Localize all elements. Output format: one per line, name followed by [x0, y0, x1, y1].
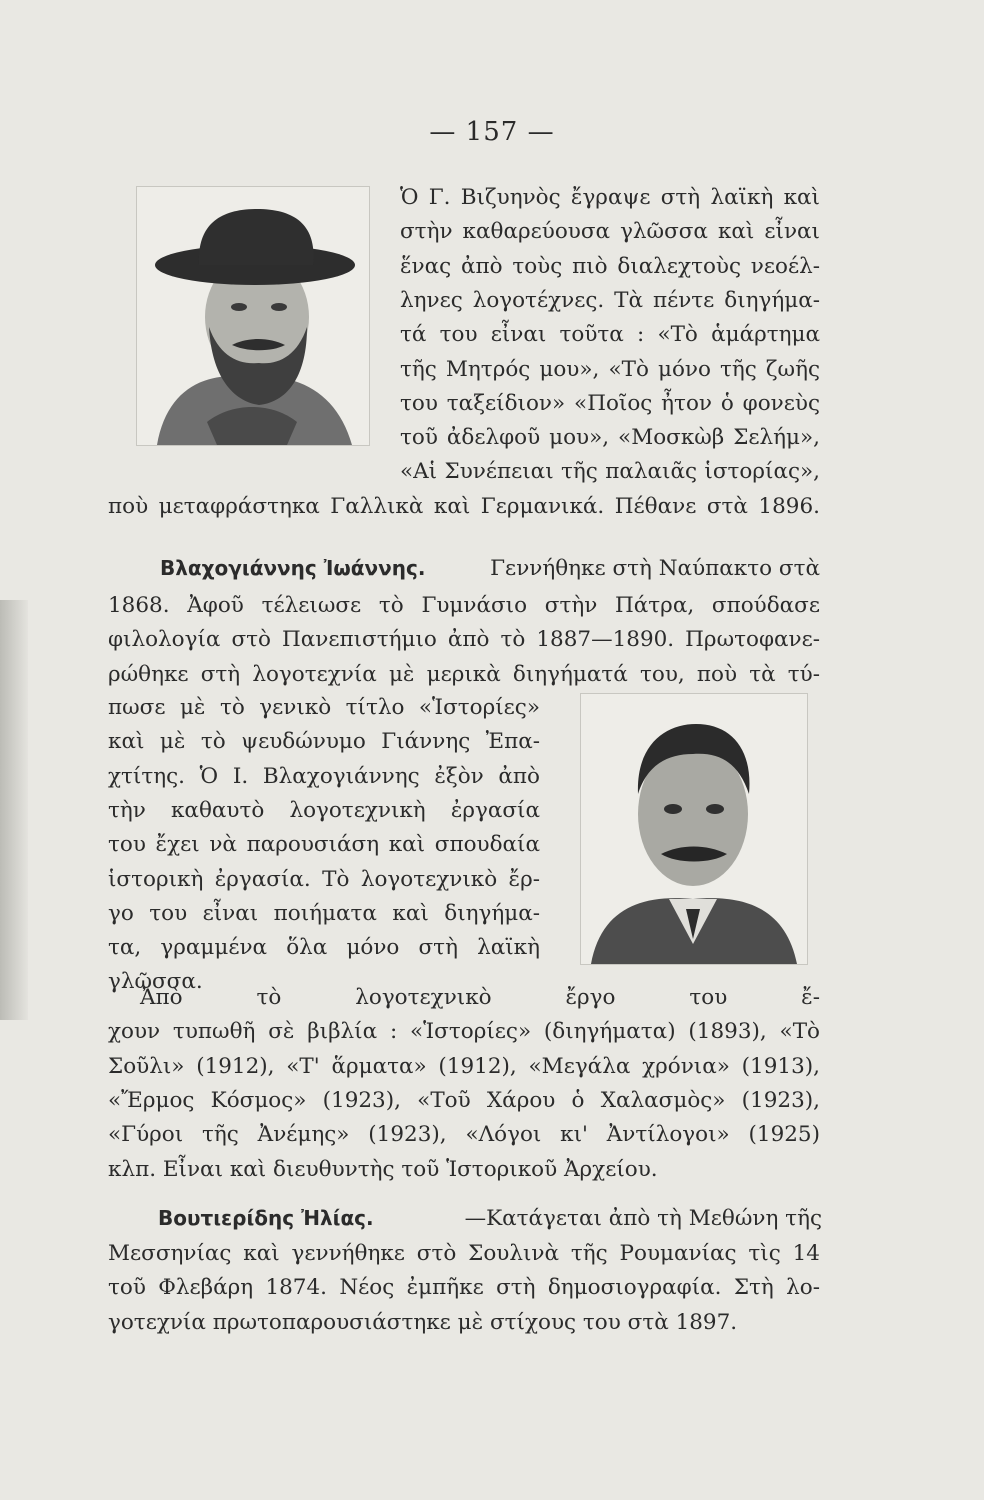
page-edge-shadow	[0, 600, 28, 1020]
vlachogiannis-text-line: 1868. Ἀφοῦ τέλειωσε τὸ Γυμνάσιο στὴν Πάτρα, σπούδασε	[108, 593, 820, 618]
vlachogiannis-text-line: φιλολογία στὸ Πανεπιστήμιο ἀπὸ τὸ 1887—1890. Πρωτοφανε-	[108, 627, 820, 653]
vlachogiannis-birth-text: Γεννήθηκε στὴ Ναύπακτο στὰ	[490, 556, 820, 581]
vlachogiannis-works-line: «Γύροι τῆς Ἀνέμης» (1923), «Λόγοι κι' Ἀντίλογοι» (1925)	[108, 1122, 820, 1148]
portrait-vizyinos	[136, 186, 370, 446]
vlachogiannis-text-line: τὴν καθαυτὸ λογοτεχνικὴ ἐργασία	[108, 797, 540, 823]
vlachogiannis-text-line: χτίτης. Ὁ Ι. Βλαχογιάννης ἐξὸν ἀπὸ	[108, 763, 540, 789]
vizyinos-text-line: τῆς Μητρός μου», «Τὸ μόνο τῆς ζωῆς	[400, 356, 820, 382]
voutieridis-heading-line	[158, 1208, 822, 1230]
vizyinos-text-line: ποὺ μεταφράστηκα Γαλλικὰ καὶ Γερμανικά. Πέθανε στὰ 1896.	[108, 493, 820, 519]
vlachogiannis-works-line: Σοῦλι» (1912), «Τ' ἅρματα» (1912), «Μεγάλα χρόνια» (1913),	[108, 1053, 820, 1079]
voutieridis-text-line: γοτεχνία πρωτοπαρουσιάστηκε μὲ στίχους του στὰ 1897.	[108, 1309, 738, 1335]
portrait-vlachogiannis	[580, 693, 808, 965]
vlachogiannis-heading-line	[160, 558, 820, 580]
vlachogiannis-works-line: «Ἔρμος Κόσμος» (1923), «Τοῦ Χάρου ὁ Χαλασμὸς» (1923),	[108, 1087, 820, 1113]
vizyinos-text-line: Ὁ Γ. Βιζυηνὸς ἔγραψε στὴ λαϊκὴ καὶ	[400, 185, 820, 210]
vlachogiannis-works-line: κλπ. Εἶναι καὶ διευθυντὴς τοῦ Ἱστορικοῦ Ἀρχείου.	[108, 1156, 658, 1182]
vlachogiannis-name: Βλαχογιάννης Ἰωάννης.	[160, 556, 426, 580]
man-with-hat-photo	[137, 187, 369, 445]
vizyinos-text-line: του ταξείδιον» «Ποῖος ἦτον ὁ φονεὺς	[400, 390, 820, 416]
vizyinos-text-line: ληνες λογοτέχνες. Τὰ πέντε διηγήμα-	[400, 287, 820, 313]
vlachogiannis-text-line: τα, γραμμένα ὅλα μόνο στὴ λαϊκὴ	[108, 935, 540, 961]
voutieridis-name: Βουτιερίδης Ἠλίας.	[158, 1206, 374, 1230]
man-portrait-photo	[581, 694, 807, 964]
vlachogiannis-text-line: του ἔχει νὰ παρουσιάση καὶ σπουδαία	[108, 832, 540, 858]
vizyinos-text-line: «Αἱ Συνέπειαι τῆς παλαιᾶς ἱστορίας»,	[400, 459, 820, 485]
voutieridis-text-line: τοῦ Φλεβάρη 1874. Νέος ἐμπῆκε στὴ δημοσιογραφία. Στὴ λο-	[108, 1275, 820, 1301]
vlachogiannis-text-line: ρώθηκε στὴ λογοτεχνία μὲ μερικὰ διηγήματά του, ποὺ τὰ τύ-	[108, 661, 820, 687]
vlachogiannis-text-line: ἱστορικὴ ἐργασία. Τὸ λογοτεχνικὸ ἔρ-	[108, 866, 540, 892]
vizyinos-text-line: τά του εἶναι τοῦτα : «Τὸ ἁμάρτημα	[400, 322, 820, 348]
vizyinos-text-line: τοῦ ἀδελφοῦ μου», «Μοσκὼβ Σελήμ»,	[400, 425, 820, 451]
vlachogiannis-text-line: καὶ μὲ τὸ ψευδώνυμο Γιάννης Ἐπα-	[108, 729, 540, 755]
vizyinos-text-line: ἕνας ἀπὸ τοὺς πιὸ διαλεχτοὺς νεοέλ-	[400, 253, 820, 279]
voutieridis-text-line: Μεσσηνίας καὶ γεννήθηκε στὸ Σουλινὰ τῆς Ρουμανίας τὶς 14	[108, 1241, 820, 1266]
voutieridis-origin-text: —Κατάγεται ἀπὸ τὴ Μεθώνη τῆς	[464, 1206, 822, 1231]
vizyinos-text-line: στὴν καθαρεύουσα γλῶσσα καὶ εἶναι	[400, 219, 820, 245]
vlachogiannis-works-line: Ἀπὸ τὸ λογοτεχνικὸ ἔργο του ἔ-	[140, 985, 820, 1010]
vlachogiannis-works-line: χουν τυπωθῆ σὲ βιβλία : «Ἱστορίες» (διηγήματα) (1893), «Τὸ	[108, 1019, 820, 1045]
page-number: — 157 —	[429, 117, 555, 147]
vlachogiannis-text-line: γο του εἶναι ποιήματα καὶ διηγήμα-	[108, 900, 540, 926]
vlachogiannis-text-line: γλῶσσα.	[108, 969, 203, 995]
vlachogiannis-text-line: πωσε μὲ τὸ γενικὸ τίτλο «Ἱστορίες»	[108, 695, 540, 720]
